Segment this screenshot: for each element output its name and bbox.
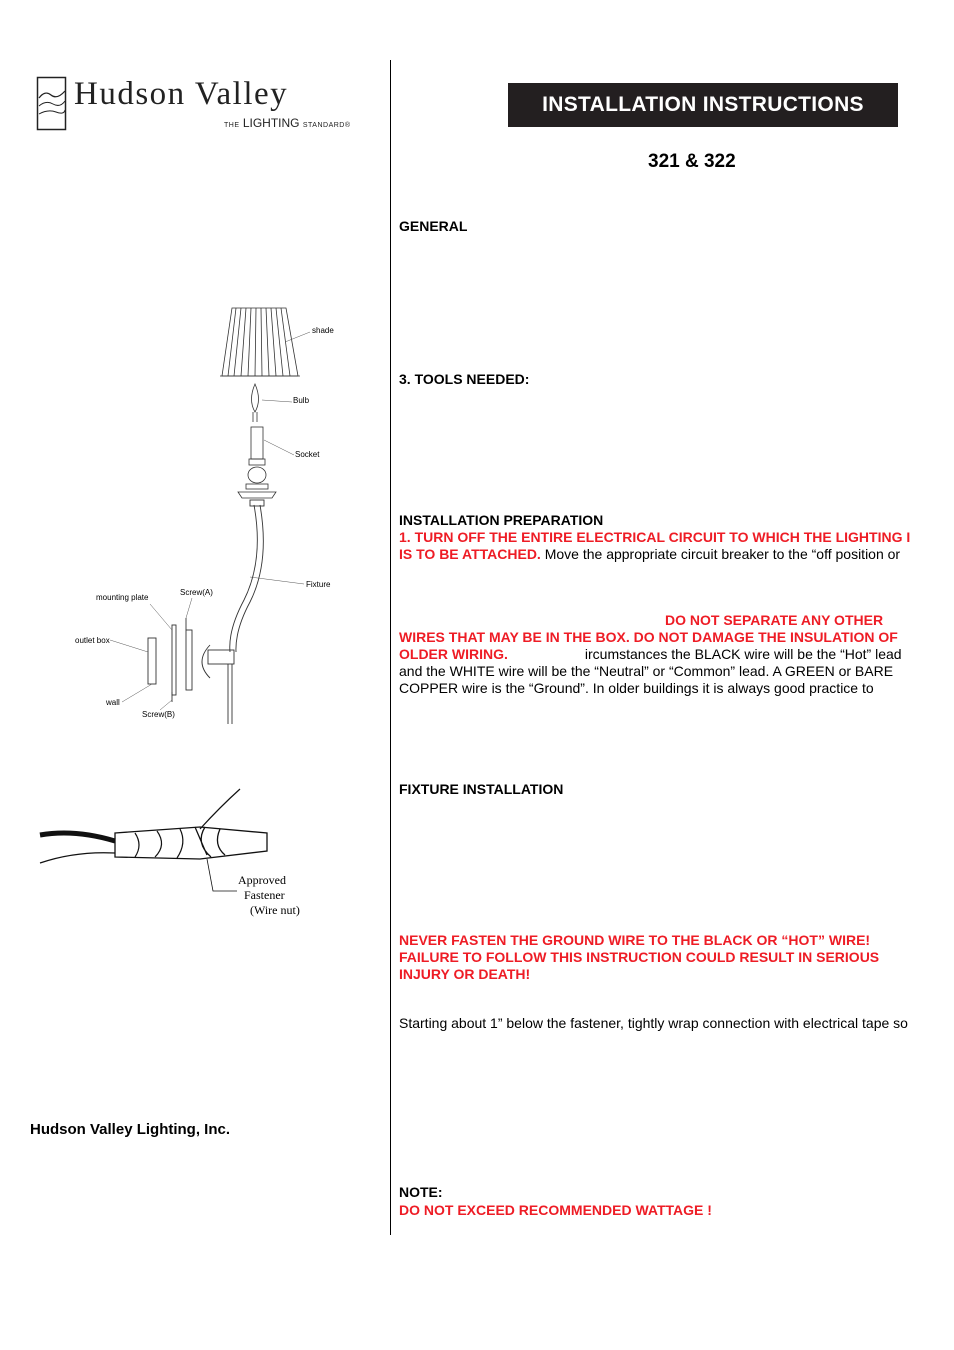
wire-drawing [40, 789, 267, 891]
heading-general: GENERAL [399, 218, 468, 234]
label-fixture: Fixture [306, 580, 331, 589]
shade-drawing [220, 308, 300, 376]
label-wall: wall [106, 698, 120, 707]
label-shade: shade [312, 326, 334, 335]
wiring-text-3: COPPER wire is the “Ground”. In older buildings it is always good practice to [399, 680, 874, 696]
fastener-label-2: Fastener [244, 888, 285, 902]
tagline-main: LIGHTING [242, 116, 300, 130]
heading-prep: INSTALLATION PREPARATION [399, 512, 604, 528]
heading-tools: 3. TOOLS NEEDED: [399, 371, 530, 387]
note-warning: DO NOT EXCEED RECOMMENDED WATTAGE ! [399, 1202, 712, 1218]
mountain-mark-icon [36, 76, 68, 132]
prep-step-1-warning-cont: IS TO BE ATTACHED. [399, 546, 541, 562]
heading-note: NOTE: [399, 1184, 443, 1200]
leader-lines [110, 332, 310, 710]
wiring-warning-3: OLDER WIRING. [399, 646, 508, 662]
label-socket: Socket [295, 450, 320, 459]
wall-mount-drawing [148, 618, 234, 724]
wiring-text-1: ircumstances the BLACK wire will be the “Hot” lead [584, 646, 902, 662]
wiring-warning-2: WIRES THAT MAY BE IN THE BOX. DO NOT DAMAGE THE INSULATION OF [399, 629, 898, 645]
brand-logo [36, 72, 376, 134]
fixture-diagram [60, 300, 360, 730]
socket-drawing [238, 427, 276, 498]
tagline-prefix: THE [224, 122, 240, 129]
bulb-drawing [252, 384, 259, 422]
wiring-text-2: and the WHITE wire will be the “Neutral” or “Common” lead. A GREEN or BARE [399, 663, 894, 679]
label-screw-b: Screw(B) [142, 710, 175, 719]
prep-step-1 [399, 529, 934, 563]
tape-instruction: Starting about 1” below the fastener, tightly wrap connection with electrical tape so [399, 1015, 908, 1031]
brand-name: Hudson Valley [74, 76, 289, 112]
tagline-suffix: STANDARD® [302, 122, 351, 129]
label-outlet-box: outlet box [75, 636, 110, 645]
column-divider [390, 60, 391, 1235]
arm-drawing [230, 500, 264, 652]
fastener-label-1: Approved [238, 873, 286, 887]
fastener-label-3: (Wire nut) [250, 903, 300, 917]
prep-step-1-text: Move the appropriate circuit breaker to the “off position or [540, 546, 901, 562]
label-bulb: Bulb [293, 396, 310, 405]
label-mounting-plate: mounting plate [96, 593, 149, 602]
ground-warning: NEVER FASTEN THE GROUND WIRE TO THE BLACK OR “HOT” WIRE! FAILURE TO FOLLOW THIS INSTRUCTION COULD RESULT IN SERIOUS INJURY OR DEATH! [399, 932, 880, 982]
heading-fixture: FIXTURE INSTALLATION [399, 781, 564, 797]
company-name: Hudson Valley Lighting, Inc. [30, 1121, 231, 1138]
title-banner: INSTALLATION INSTRUCTIONS [508, 83, 898, 127]
wiring-warning-1: DO NOT SEPARATE ANY OTHER [665, 612, 884, 628]
wiring-warning [399, 612, 934, 697]
wire-nut-diagram [35, 785, 325, 925]
model-number: 321 & 322 [648, 151, 736, 172]
label-screw-a: Screw(A) [180, 588, 213, 597]
brand-tagline [224, 116, 351, 130]
prep-step-1-warning: 1. TURN OFF THE ENTIRE ELECTRICAL CIRCUIT TO WHICH THE LIGHTING I [399, 529, 911, 545]
